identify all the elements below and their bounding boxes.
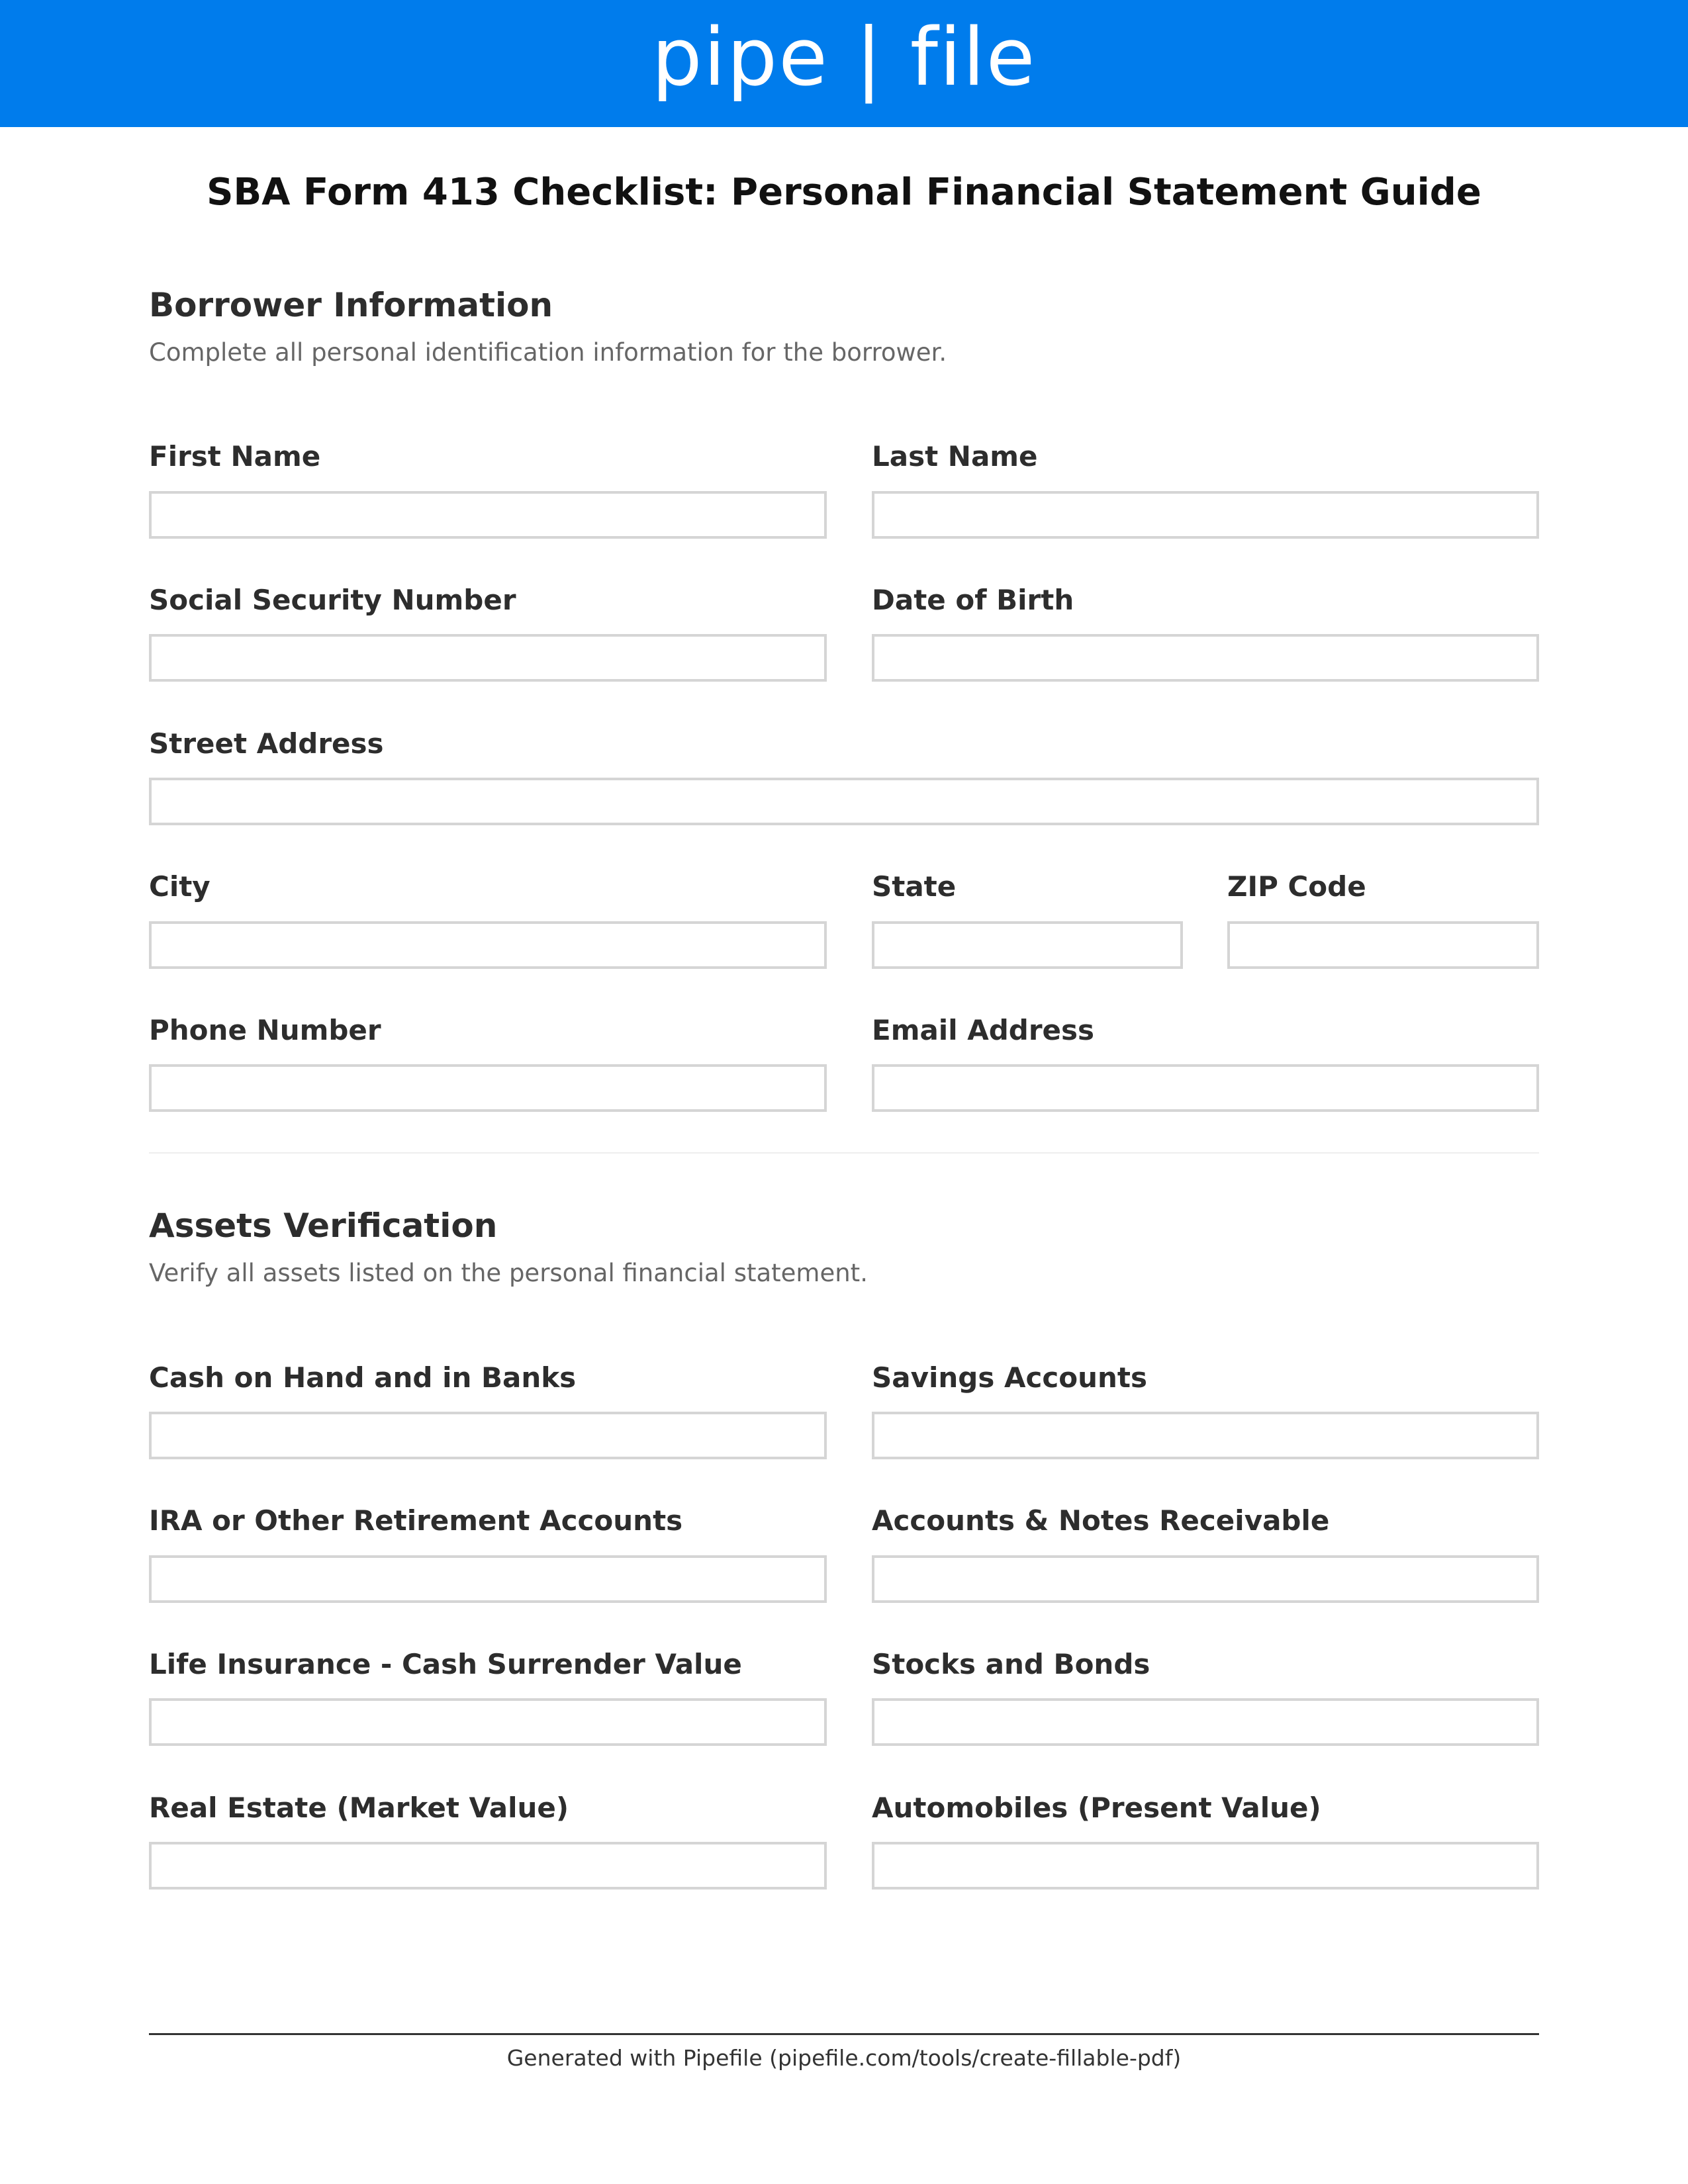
zip-code-label: ZIP Code <box>1227 870 1366 903</box>
ssn-input[interactable] <box>149 634 827 682</box>
section-title-assets: Assets Verification <box>149 1206 498 1245</box>
real-estate-input[interactable] <box>149 1842 827 1889</box>
street-address-label: Street Address <box>149 727 384 760</box>
automobiles-label: Automobiles (Present Value) <box>872 1792 1321 1824</box>
phone-number-input[interactable] <box>149 1064 827 1112</box>
zip-code-input[interactable] <box>1227 921 1539 969</box>
real-estate-label: Real Estate (Market Value) <box>149 1792 569 1824</box>
receivable-label: Accounts & Notes Receivable <box>872 1504 1330 1537</box>
section-title-borrower: Borrower Information <box>149 286 553 324</box>
ira-input[interactable] <box>149 1555 827 1603</box>
dob-input[interactable] <box>872 634 1539 682</box>
document-title: SBA Form 413 Checklist: Personal Financial Statement Guide <box>207 171 1481 214</box>
last-name-input[interactable] <box>872 491 1539 539</box>
footer-rule <box>149 2033 1539 2035</box>
street-address-input[interactable] <box>149 778 1539 825</box>
state-input[interactable] <box>872 921 1183 969</box>
cash-label: Cash on Hand and in Banks <box>149 1361 577 1394</box>
phone-number-label: Phone Number <box>149 1014 381 1046</box>
stocks-label: Stocks and Bonds <box>872 1648 1150 1680</box>
receivable-input[interactable] <box>872 1555 1539 1603</box>
savings-label: Savings Accounts <box>872 1361 1147 1394</box>
last-name-label: Last Name <box>872 440 1038 473</box>
first-name-label: First Name <box>149 440 321 473</box>
first-name-input[interactable] <box>149 491 827 539</box>
life-insurance-label: Life Insurance - Cash Surrender Value <box>149 1648 742 1680</box>
dob-label: Date of Birth <box>872 584 1074 616</box>
email-address-label: Email Address <box>872 1014 1095 1046</box>
automobiles-input[interactable] <box>872 1842 1539 1889</box>
section-description-assets: Verify all assets listed on the personal financial statement. <box>149 1259 868 1287</box>
email-address-input[interactable] <box>872 1064 1539 1112</box>
ssn-label: Social Security Number <box>149 584 516 616</box>
ira-label: IRA or Other Retirement Accounts <box>149 1504 683 1537</box>
cash-input[interactable] <box>149 1412 827 1459</box>
stocks-input[interactable] <box>872 1698 1539 1746</box>
section-divider <box>149 1152 1539 1154</box>
city-label: City <box>149 870 211 903</box>
life-insurance-input[interactable] <box>149 1698 827 1746</box>
footer-text: Generated with Pipefile (pipefile.com/tools/create-fillable-pdf) <box>506 2045 1182 2071</box>
savings-input[interactable] <box>872 1412 1539 1459</box>
city-input[interactable] <box>149 921 827 969</box>
state-label: State <box>872 870 957 903</box>
section-description-borrower: Complete all personal identification information for the borrower. <box>149 338 947 367</box>
pipefile-logo: pipe | file <box>651 12 1037 104</box>
